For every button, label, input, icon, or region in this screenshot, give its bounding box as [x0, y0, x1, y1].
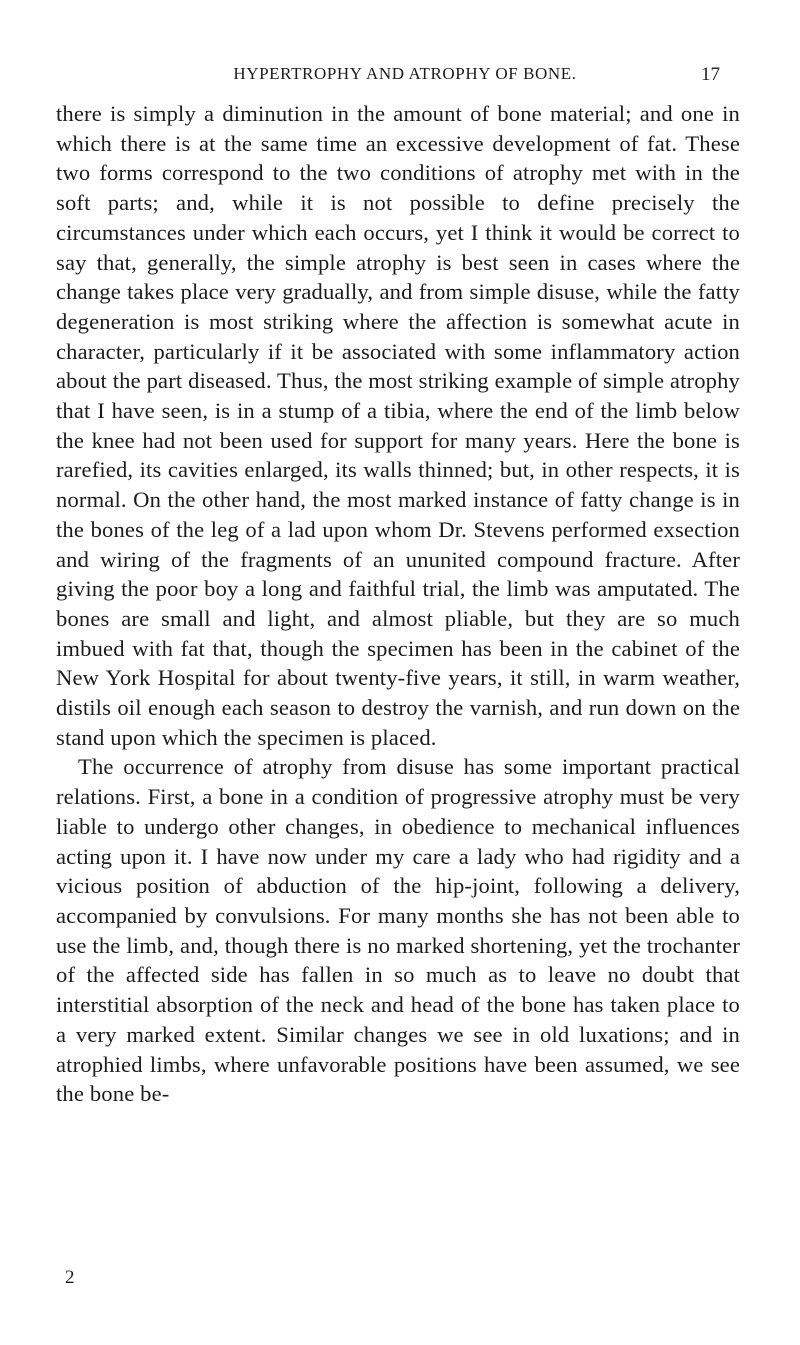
- body-text: [56, 99, 740, 1109]
- paragraph: The occurrence of atrophy from disuse has some important practical relations. First, a bone in a condition of progressive atrophy must be very liable to undergo other changes, in obedience to mechanical influences acting upon it. I have now under my care a lady who had rigidity and a vicious position of abduction of the hip-joint, following a delivery, accompanied by convulsions. For many months she has not been able to use the limb, and, though there is no marked shortening, yet the trochanter of the affected side has fallen in so much as to leave no doubt that interstitial absorption of the neck and head of the bone has taken place to a very marked extent. Similar changes we see in old luxations; and in atrophied limbs, where unfavorable positions have been assumed, we see the bone be-: [56, 754, 740, 1107]
- running-title: HYPERTROPHY AND ATROPHY OF BONE.: [233, 64, 577, 83]
- signature-mark: 2: [65, 1267, 75, 1288]
- page-header: [120, 64, 720, 90]
- paragraph: there is simply a diminution in the amount of bone material; and one in which there is at the same time an excessive development of fat. These two forms correspond to the two conditions of atrophy met with in the soft parts; and, while it is not possible to define precisely the circumstances under which each occurs, yet I think it would be correct to say that, generally, the simple atrophy is best seen in cases where the change takes place very gradually, and from simple disuse, while the fatty degeneration is most striking where the affection is somewhat acute in character, particularly if it be associated with some inflammatory action about the part diseased. Thus, the most striking example of simple atrophy that I have seen, is in a stump of a tibia, where the end of the limb below the knee had not been used for support for many years. Here the bone is rarefied, its cavities enlarged, its walls thinned; but, in other respects, it is normal. On the other hand, the most marked instance of fatty change is in the bones of the leg of a lad upon whom Dr. Stevens performed exsection and wiring of the fragments of an ununited compound fracture. After giving the poor boy a long and faithful trial, the limb was amputated. The bones are small and light, and almost pliable, but they are so much imbued with fat that, though the specimen has been in the cabinet of the New York Hospital for about twenty-five years, it still, in warm weather, distils oil enough each season to destroy the varnish, and run down on the stand upon which the specimen is placed.: [56, 101, 740, 750]
- page-number: 17: [701, 64, 720, 85]
